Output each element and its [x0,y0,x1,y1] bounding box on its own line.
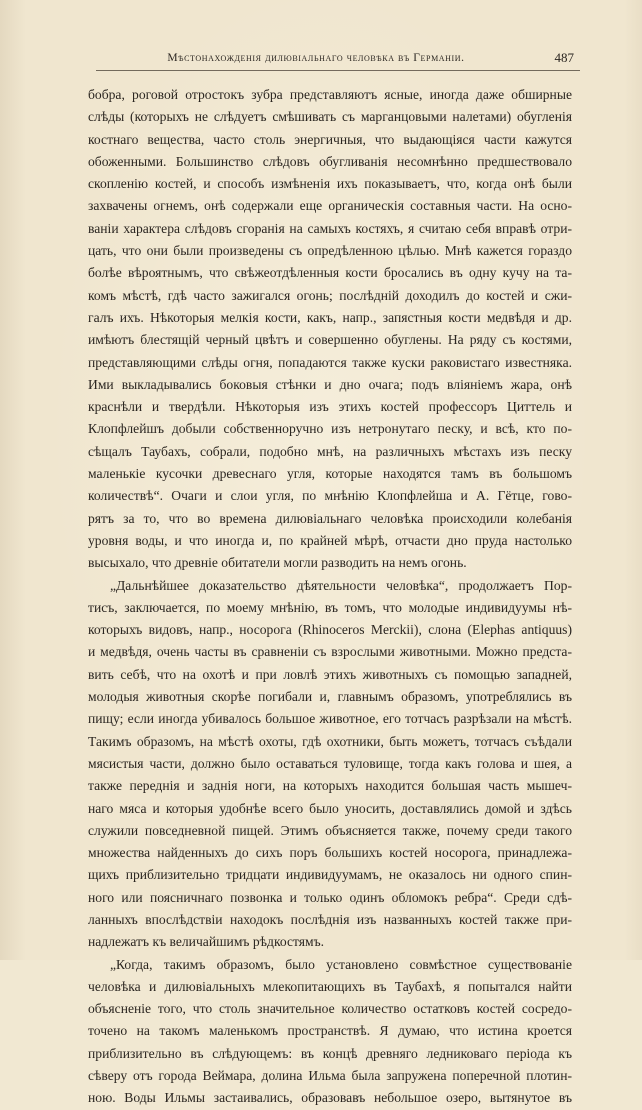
text-line: также переднія и заднія ноги, на которыхъ находится большая часть мышеч- [88,778,572,794]
text-line: костнаго вещества, часто столь энергичныя, что выдающіяся части кажутся [88,131,572,147]
text-line: представляющими слѣды огня, попадаются также куски раковистаго известняка. [88,354,572,370]
body-text [88,84,572,1110]
text-line: Такимъ образомъ, на мѣстѣ охоты, гдѣ охотники, быть можетъ, тотчасъ съѣдали [88,733,572,749]
text-line: ного или поясничнаго позвонка и только одинъ обломокъ ребра“. Среди сдѣ- [88,889,572,905]
text-line: имѣютъ блестящій черный цвѣтъ и совершенно обуглены. На ряду съ костями, [88,332,572,348]
text-line: сѣщалъ Таубахъ, собрали, подобно мнѣ, на различныхъ мѣстахъ изъ песку [88,443,572,459]
text-line: пищу; если иногда убивалось большое животное, его тотчасъ разрѣзали на мѣстѣ. [88,711,572,727]
text-line: скопленію костей, и способъ измѣненія ихъ показываетъ, что, когда онѣ были [88,176,572,192]
text-line: ною. Воды Ильмы застаивались, образовавъ небольшое озеро, вытянутое въ [88,1090,572,1106]
text-line: обоженными. Большинство слѣдовъ обугливанія несомнѣнно предшествовало [88,153,572,169]
text-line: человѣка и дилювіальныхъ млекопитающихъ въ Таубахѣ, я попытался найти [88,978,572,994]
text-line: щихъ приблизительно тридцати индивидуумамъ, не оказалось ни одного спин- [88,867,572,883]
text-line: Ими выкладывались боковыя стѣнки и дно очага; подъ вліяніемъ жара, онѣ [88,376,572,392]
text-line: рятъ за то, что во времена дилювіальнаго человѣка происходили колебанія [88,510,572,526]
text-line: сѣверу отъ города Веймара, долина Ильма была запружена поперечной плотин- [88,1068,572,1084]
text-line: приблизительно въ слѣдующемъ: въ концѣ древняго ледниковаго періода къ [88,1045,572,1061]
text-line: краснѣли и твердѣли. Нѣкоторыя изъ этихъ костей профессоръ Циттель и [88,399,572,415]
page-header [96,49,580,67]
text-line: наго мяса и которыя удобнѣе всего было уносить, доставлялись домой и здѣсь [88,800,572,816]
text-line: служили повседневной пищей. Этимъ объясняется также, почему среди такого [88,822,572,838]
paragraph [88,84,572,575]
text-line: галъ ихъ. Нѣкоторыя мелкія кости, какъ, напр., запястныя кости медвѣдя и др. [88,309,572,325]
text-line: уровня воды, и что иногда и, по крайней мѣрѣ, отчасти дно пруда настолько [88,532,572,548]
running-title: Мѣстонахожденія дилювіальнаго человѣка въ Германіи. [167,52,465,64]
text-line: ваніи характера слѣдовъ сгоранія на самыхъ костяхъ, я считаю себя вправѣ отри- [88,220,572,236]
text-line: „Когда, такимъ образомъ, было установлено совмѣстное существованіе [110,956,572,972]
text-line: которыхъ видовъ, напр., носорога (Rhinoceros Merckii), слона (Elephas antiquus) [88,622,572,638]
text-line: точено на такомъ маленькомъ пространствѣ. Я думаю, что истина кроется [88,1023,572,1039]
text-line: вить себѣ, что на охотѣ и при ловлѣ этихъ животныхъ съ помощью западней, [88,666,572,682]
text-line: ланныхъ впослѣдствіи находокъ послѣднія изъ названныхъ костей также при- [88,911,572,927]
text-line: слѣды (которыхъ не слѣдуетъ смѣшивать съ марганцовыми налетами) обугленія [88,109,572,125]
text-line: надлежатъ къ величайшимъ рѣдкостямъ. [88,934,325,950]
text-line: множества найденныхъ до сихъ поръ большихъ костей носорога, принадлежа- [88,845,572,861]
paragraph [88,575,572,954]
text-line: тисъ, заключается, по моему мнѣнію, въ томъ, что молодые индивидуумы нѣ- [88,599,572,615]
text-line: цать, что они были произведены съ опредѣленною цѣлью. Мнѣ кажется гораздо [88,243,572,259]
text-line: Клопфлейшъ добыли собственноручно изъ нетронутаго песку, и всѣ, кто по- [88,421,572,437]
text-line: количествѣ“. Очаги и слои угля, по мнѣнію Клопфлейша и А. Гётце, гово- [88,488,572,504]
text-line: комъ мѣстѣ, гдѣ часто зажигался огонь; послѣдній доходилъ до костей и сжи- [88,287,572,303]
text-line: бобра, роговой отростокъ зубра представляютъ ясные, иногда даже обширные [88,87,572,102]
text-line: маленькіе кусочки древеснаго угля, которые находятся тамъ въ большомъ [88,466,572,482]
text-line: „Дальнѣйшее доказательство дѣятельности человѣка“, продолжаетъ Пор- [110,577,572,593]
text-line: высыхало, что древніе обитатели могли разводить на немъ огонь. [88,555,467,571]
text-line: молодыя животныя скорѣе погибали и, главнымъ образомъ, употреблялись въ [88,689,572,705]
text-line: захвачены огнемъ, онѣ содержали еще органическія составныя части. На осно- [88,198,572,214]
text-line: и медвѣдя, очень часты въ сравненіи съ взрослыми животными. Можно предста- [88,644,572,660]
text-line: объясненіе того, что столь значительное количество остатковъ костей сосредо- [88,1001,572,1017]
header-rule [96,70,580,71]
page-number: 487 [554,50,574,65]
text-line: болѣе вѣроятнымъ, что свѣжеотдѣленныя кости бросались въ одну кучу на та- [88,265,572,281]
text-line: мясистыя части, должно было оставаться туловище, тогда какъ голова и шея, а [88,755,572,771]
paragraph [88,954,572,1110]
